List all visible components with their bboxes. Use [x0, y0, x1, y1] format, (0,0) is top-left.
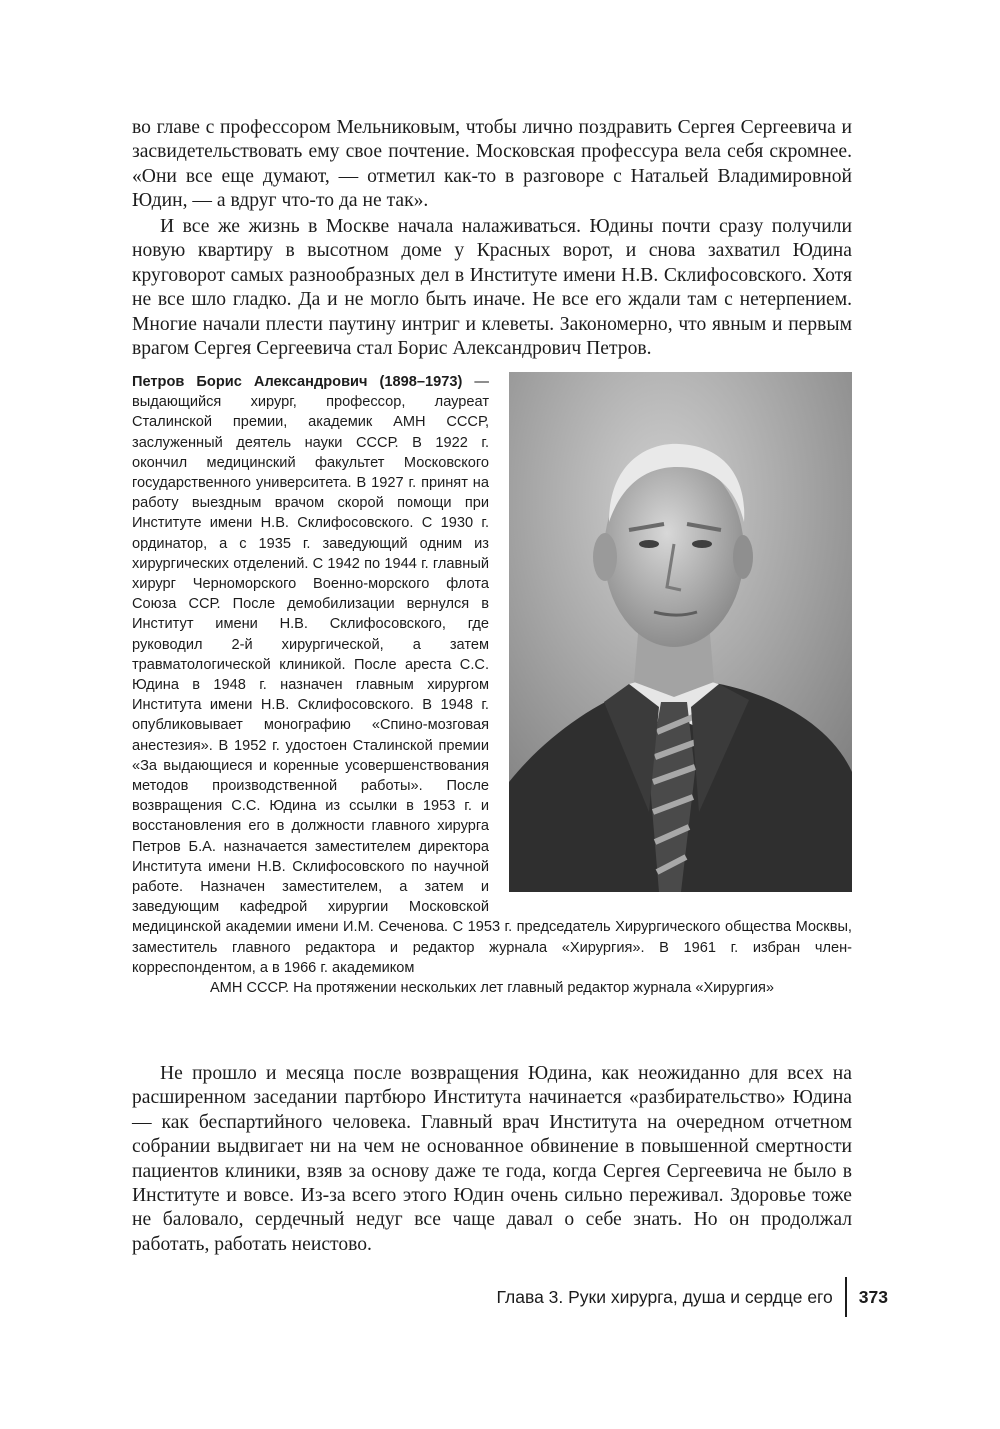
bio-name: Петров Борис Александрович (1898–1973)	[132, 374, 463, 390]
paragraph-3: Не прошло и месяца после возвращения Юдина, как неожиданно для всех на расширенном заседании партбюро Института начинается «разбирательство» Юдина — как беспартийного человека. Главный врач Института на очередном отчетном собрании выдвигает ни на чем не основанное обвинение в повышенной смертности пациентов клиники, взяв за основу даже те года, когда Сергея Сергеевича не было в Институте и вовсе. Из-за всего этого Юдин очень сильно переживал. Здоровье тоже не баловало, сердечный недуг все чаще давал о себе знать. Но он продолжал работать, работать неистово.	[132, 1063, 852, 1255]
biography-sidebar	[132, 372, 852, 998]
chapter-title: Глава 3. Руки хирурга, душа и сердце его	[496, 1286, 833, 1307]
paragraph-1: во главе с профессором Мельниковым, чтобы лично поздравить Сергея Сергеевича и засвидетельствовать ему свое почтение. Московская профессура вела себя скромнее. «Они все еще думают, — отметил как-то в разговоре с Натальей Владимировной Юдин, — а вдруг что-то да не так».	[132, 117, 852, 212]
page-number: 373	[858, 1286, 888, 1307]
portrait-photo	[509, 372, 852, 892]
paragraph-2: И все же жизнь в Москве начала налаживаться. Юдины почти сразу получили новую квартиру в высотном доме у Красных ворот, и снова захватил Юдина круговорот самых разнообразных дел в Институте имени Н.В. Склифосовского. Хотя не все шло гладко. Да и не могло быть иначе. Не все его ждали там с нетерпением. Многие начали плести паутину интриг и клеветы. Закономерно, что явным и первым врагом Сергея Сергеевича стал Борис Александрович Петров.	[132, 216, 852, 360]
page-footer	[497, 1277, 888, 1317]
bio-last-line: АМН СССР. На протяжении нескольких лет главный редактор журнала «Хирургия»	[209, 980, 775, 997]
bio-text: — выдающийся хирург, профессор, лауреат Сталинской премии, академик АМН СССР, заслуженный деятель науки СССР. В 1922 г. окончил медицинский факультет Московского государственного университета. В 1927 г. принят на работу выездным врачом скорой помощи при Институте имени Н.В. Склифосовского. С 1930 г. ординатор, а с 1935 г. заведующий одним из хирургических отделений. С 1942 по 1944 г. главный хирург Черноморского Военно-морского флота Союза ССР. После демобилизации вернулся в Институт имени Н.В. Склифосовского, где руководил 2-й хирургической, а затем травматологической клиникой. После ареста С.С. Юдина в 1948 г. назначен главным хирургом Института имени Н.В. Склифосовского. В 1948 г. опубликовывает монографию «Спино-мозговая анестезия». В 1952 г. удостоен Сталинской премии «За выдающиеся и коренные усовершенствования методов производственной работы». После возвращения С.С. Юдина из ссылки в 1953 г. и восстановления его в должности главного хирурга Петров Б.А. назначается заместителем директора Института имени Н.В. Склифосовского по научной работе. Назначен заместителем, а затем и заведующим кафедрой хирургии Московской медицинской академии имени И.М. Сеченова. С 1953 г. председатель Хирургического общества Москвы, заместитель главного редактора и редактор журнала «Хирургия». В 1961 г. избран член-корреспондентом, а в 1966 г. академиком	[132, 374, 852, 976]
